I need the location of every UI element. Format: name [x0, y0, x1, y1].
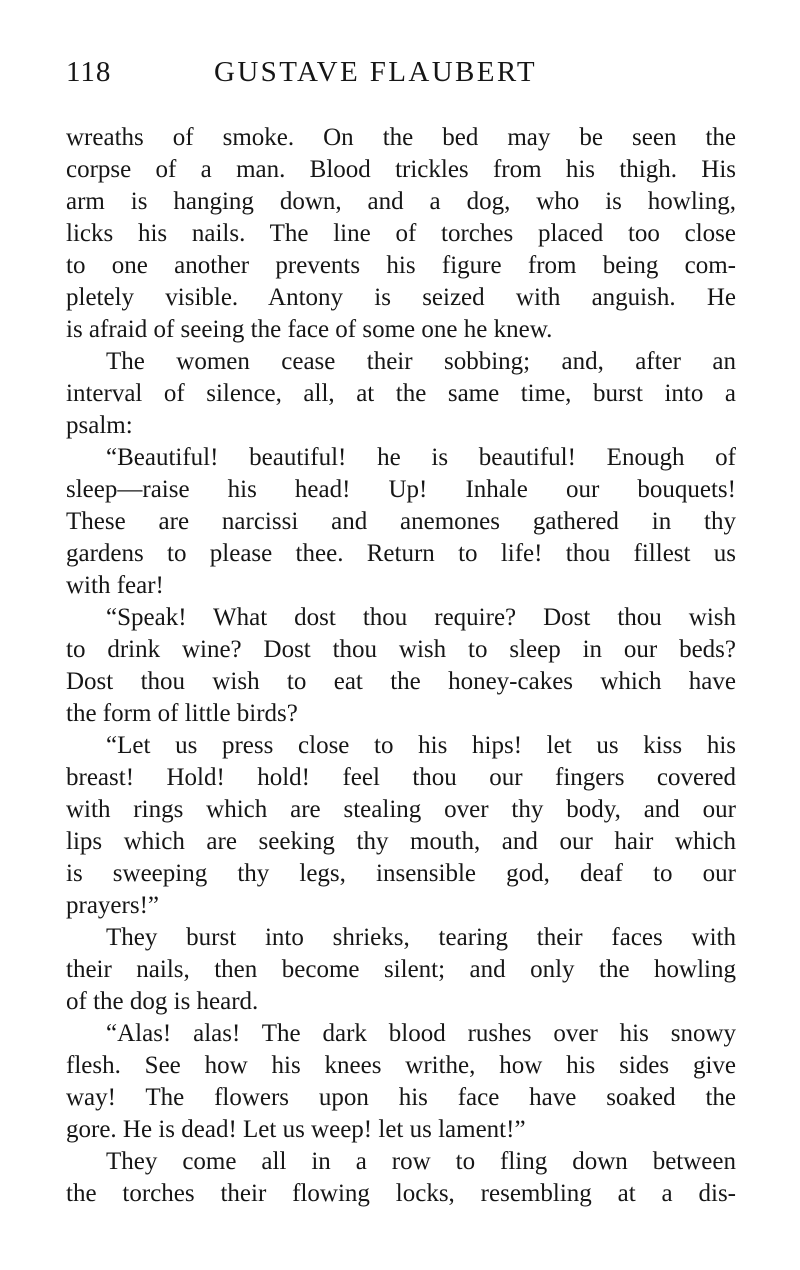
- text-line: to one another prevents his figure from being com-: [66, 252, 736, 279]
- text-line: psalm:: [66, 412, 133, 439]
- text-line: the form of little birds?: [66, 700, 298, 727]
- text-line: They burst into shrieks, tearing their faces with: [106, 924, 736, 951]
- text-line: prayers!”: [66, 892, 159, 919]
- text-line: licks his nails. The line of torches placed too close: [66, 220, 736, 247]
- text-line: These are narcissi and anemones gathered in thy: [66, 508, 736, 535]
- text-line: with rings which are stealing over thy body, and our: [66, 796, 736, 823]
- text-line: lips which are seeking thy mouth, and our hair which: [66, 828, 736, 855]
- text-line: “Let us press close to his hips! let us kiss his: [106, 732, 736, 759]
- text-line: flesh. See how his knees writhe, how his sides give: [66, 1052, 736, 1079]
- body-text: [66, 122, 736, 1210]
- text-line: breast! Hold! hold! feel thou our fingers covered: [66, 764, 736, 791]
- text-line: gardens to please thee. Return to life! thou fillest us: [66, 540, 736, 567]
- text-line: wreaths of smoke. On the bed may be seen the: [66, 124, 736, 151]
- text-line: Dost thou wish to eat the honey-cakes which have: [66, 668, 736, 695]
- text-line: corpse of a man. Blood trickles from his thigh. His: [66, 156, 736, 183]
- text-line: interval of silence, all, at the same time, burst into a: [66, 380, 736, 407]
- page-header: [66, 56, 736, 96]
- text-line: to drink wine? Dost thou wish to sleep in our beds?: [66, 636, 736, 663]
- text-line: gore. He is dead! Let us weep! let us lament!”: [66, 1116, 526, 1143]
- page-number: 118: [66, 56, 112, 88]
- text-line: the torches their flowing locks, resembling at a dis-: [66, 1180, 736, 1207]
- running-title: GUSTAVE FLAUBERT: [214, 56, 538, 88]
- text-line: is afraid of seeing the face of some one he knew.: [66, 316, 553, 343]
- text-line: of the dog is heard.: [66, 988, 259, 1015]
- text-line: their nails, then become silent; and only the howling: [66, 956, 736, 983]
- text-line: “Alas! alas! The dark blood rushes over his snowy: [106, 1020, 736, 1047]
- text-line: with fear!: [66, 572, 164, 599]
- text-line: They come all in a row to fling down between: [106, 1148, 736, 1175]
- text-line: “Speak! What dost thou require? Dost thou wish: [106, 604, 736, 631]
- text-line: sleep—raise his head! Up! Inhale our bouquets!: [66, 476, 736, 503]
- text-line: is sweeping thy legs, insensible god, deaf to our: [66, 860, 736, 887]
- text-line: “Beautiful! beautiful! he is beautiful! Enough of: [106, 444, 736, 471]
- text-line: way! The flowers upon his face have soaked the: [66, 1084, 736, 1111]
- text-line: pletely visible. Antony is seized with anguish. He: [66, 284, 736, 311]
- text-line: The women cease their sobbing; and, after an: [106, 348, 736, 375]
- text-line: arm is hanging down, and a dog, who is howling,: [66, 188, 736, 215]
